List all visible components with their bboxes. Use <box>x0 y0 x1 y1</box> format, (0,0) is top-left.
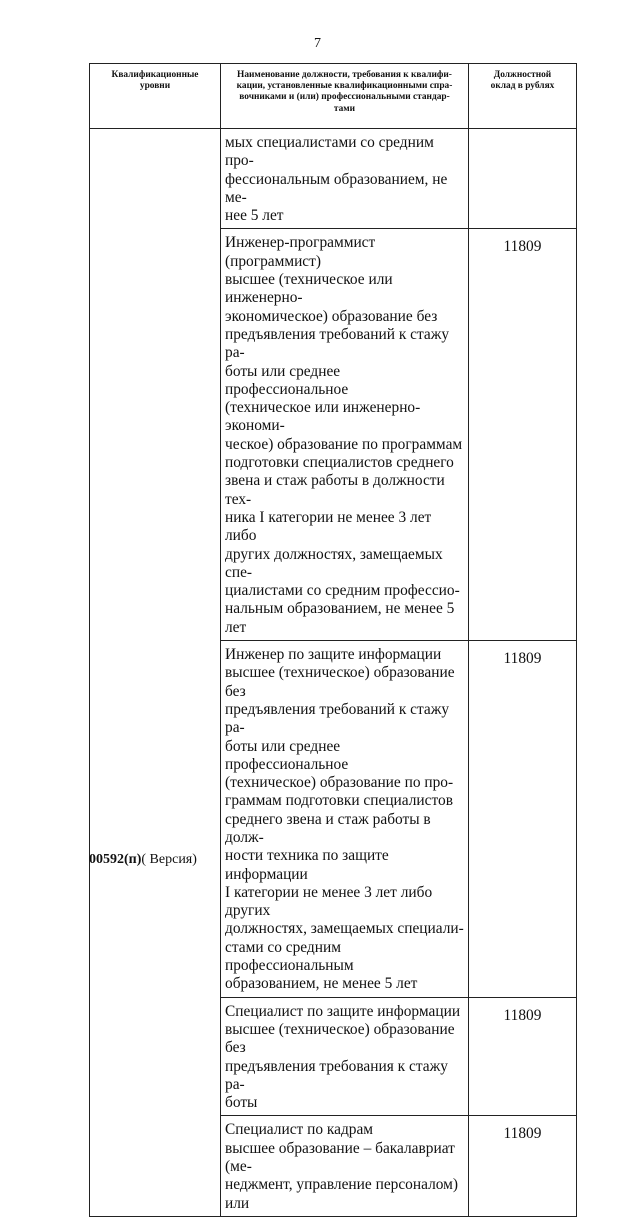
position-description: Инженер по защите информации высшее (техническое) образование без предъявления требований к стажу ра- боты или среднее профессиональное (техническое) образование по про- граммам подготовки специалистов среднего звена и стаж работы в долж- ности техника по защите информации I категории не менее 3 лет либо других должностях, замещаемых специали- стами со средним профессиональным образованием, не менее 5 лет <box>221 641 469 998</box>
document-code: 00592(п) <box>89 852 142 867</box>
salary-cell: 11809 <box>469 229 577 641</box>
salary-cell: 11809 <box>469 1116 577 1216</box>
position-description: Инженер-программист (программист) высшее (техническое или инженерно- экономическое) образование без предъявления требований к стажу ра- боты или среднее профессиональное (техническое или инженерно-экономи- ческое) образование по программам подготовки специалистов среднего звена и стаж работы в должности тех- ника I категории не менее 3 лет либо других должностях, замещаемых спе- циалистами со средним профессио- нальным образованием, не менее 5 лет <box>221 229 469 641</box>
page-number: 7 <box>314 36 321 51</box>
position-description: мых специалистами со средним про- фессиональным образованием, не ме- нее 5 лет <box>221 129 469 229</box>
table-header-row <box>90 64 577 129</box>
position-description: Специалист по кадрам высшее образование – бакалавриат (ме- неджмент, управление персоналом) или <box>221 1116 469 1216</box>
header-position-requirements: Наименование должности, требования к квалифи- кации, установленные квалификационными спра- вочниками и (или) профессиональными стандар- тами <box>221 64 469 129</box>
table-row <box>90 129 577 229</box>
header-qualification-levels: Квалификационные уровни <box>90 64 221 129</box>
salary-cell <box>469 129 577 229</box>
header-salary: Должностной оклад в рублях <box>469 64 577 129</box>
document-version: ( Версия) <box>141 852 197 867</box>
salary-cell: 11809 <box>469 641 577 998</box>
document-footer <box>89 852 197 868</box>
qualification-table <box>89 63 577 1217</box>
qualification-level-cell <box>90 129 221 1217</box>
salary-cell: 11809 <box>469 997 577 1116</box>
position-description: Специалист по защите информации высшее (техническое) образование без предъявления требования к стажу ра- боты <box>221 997 469 1116</box>
